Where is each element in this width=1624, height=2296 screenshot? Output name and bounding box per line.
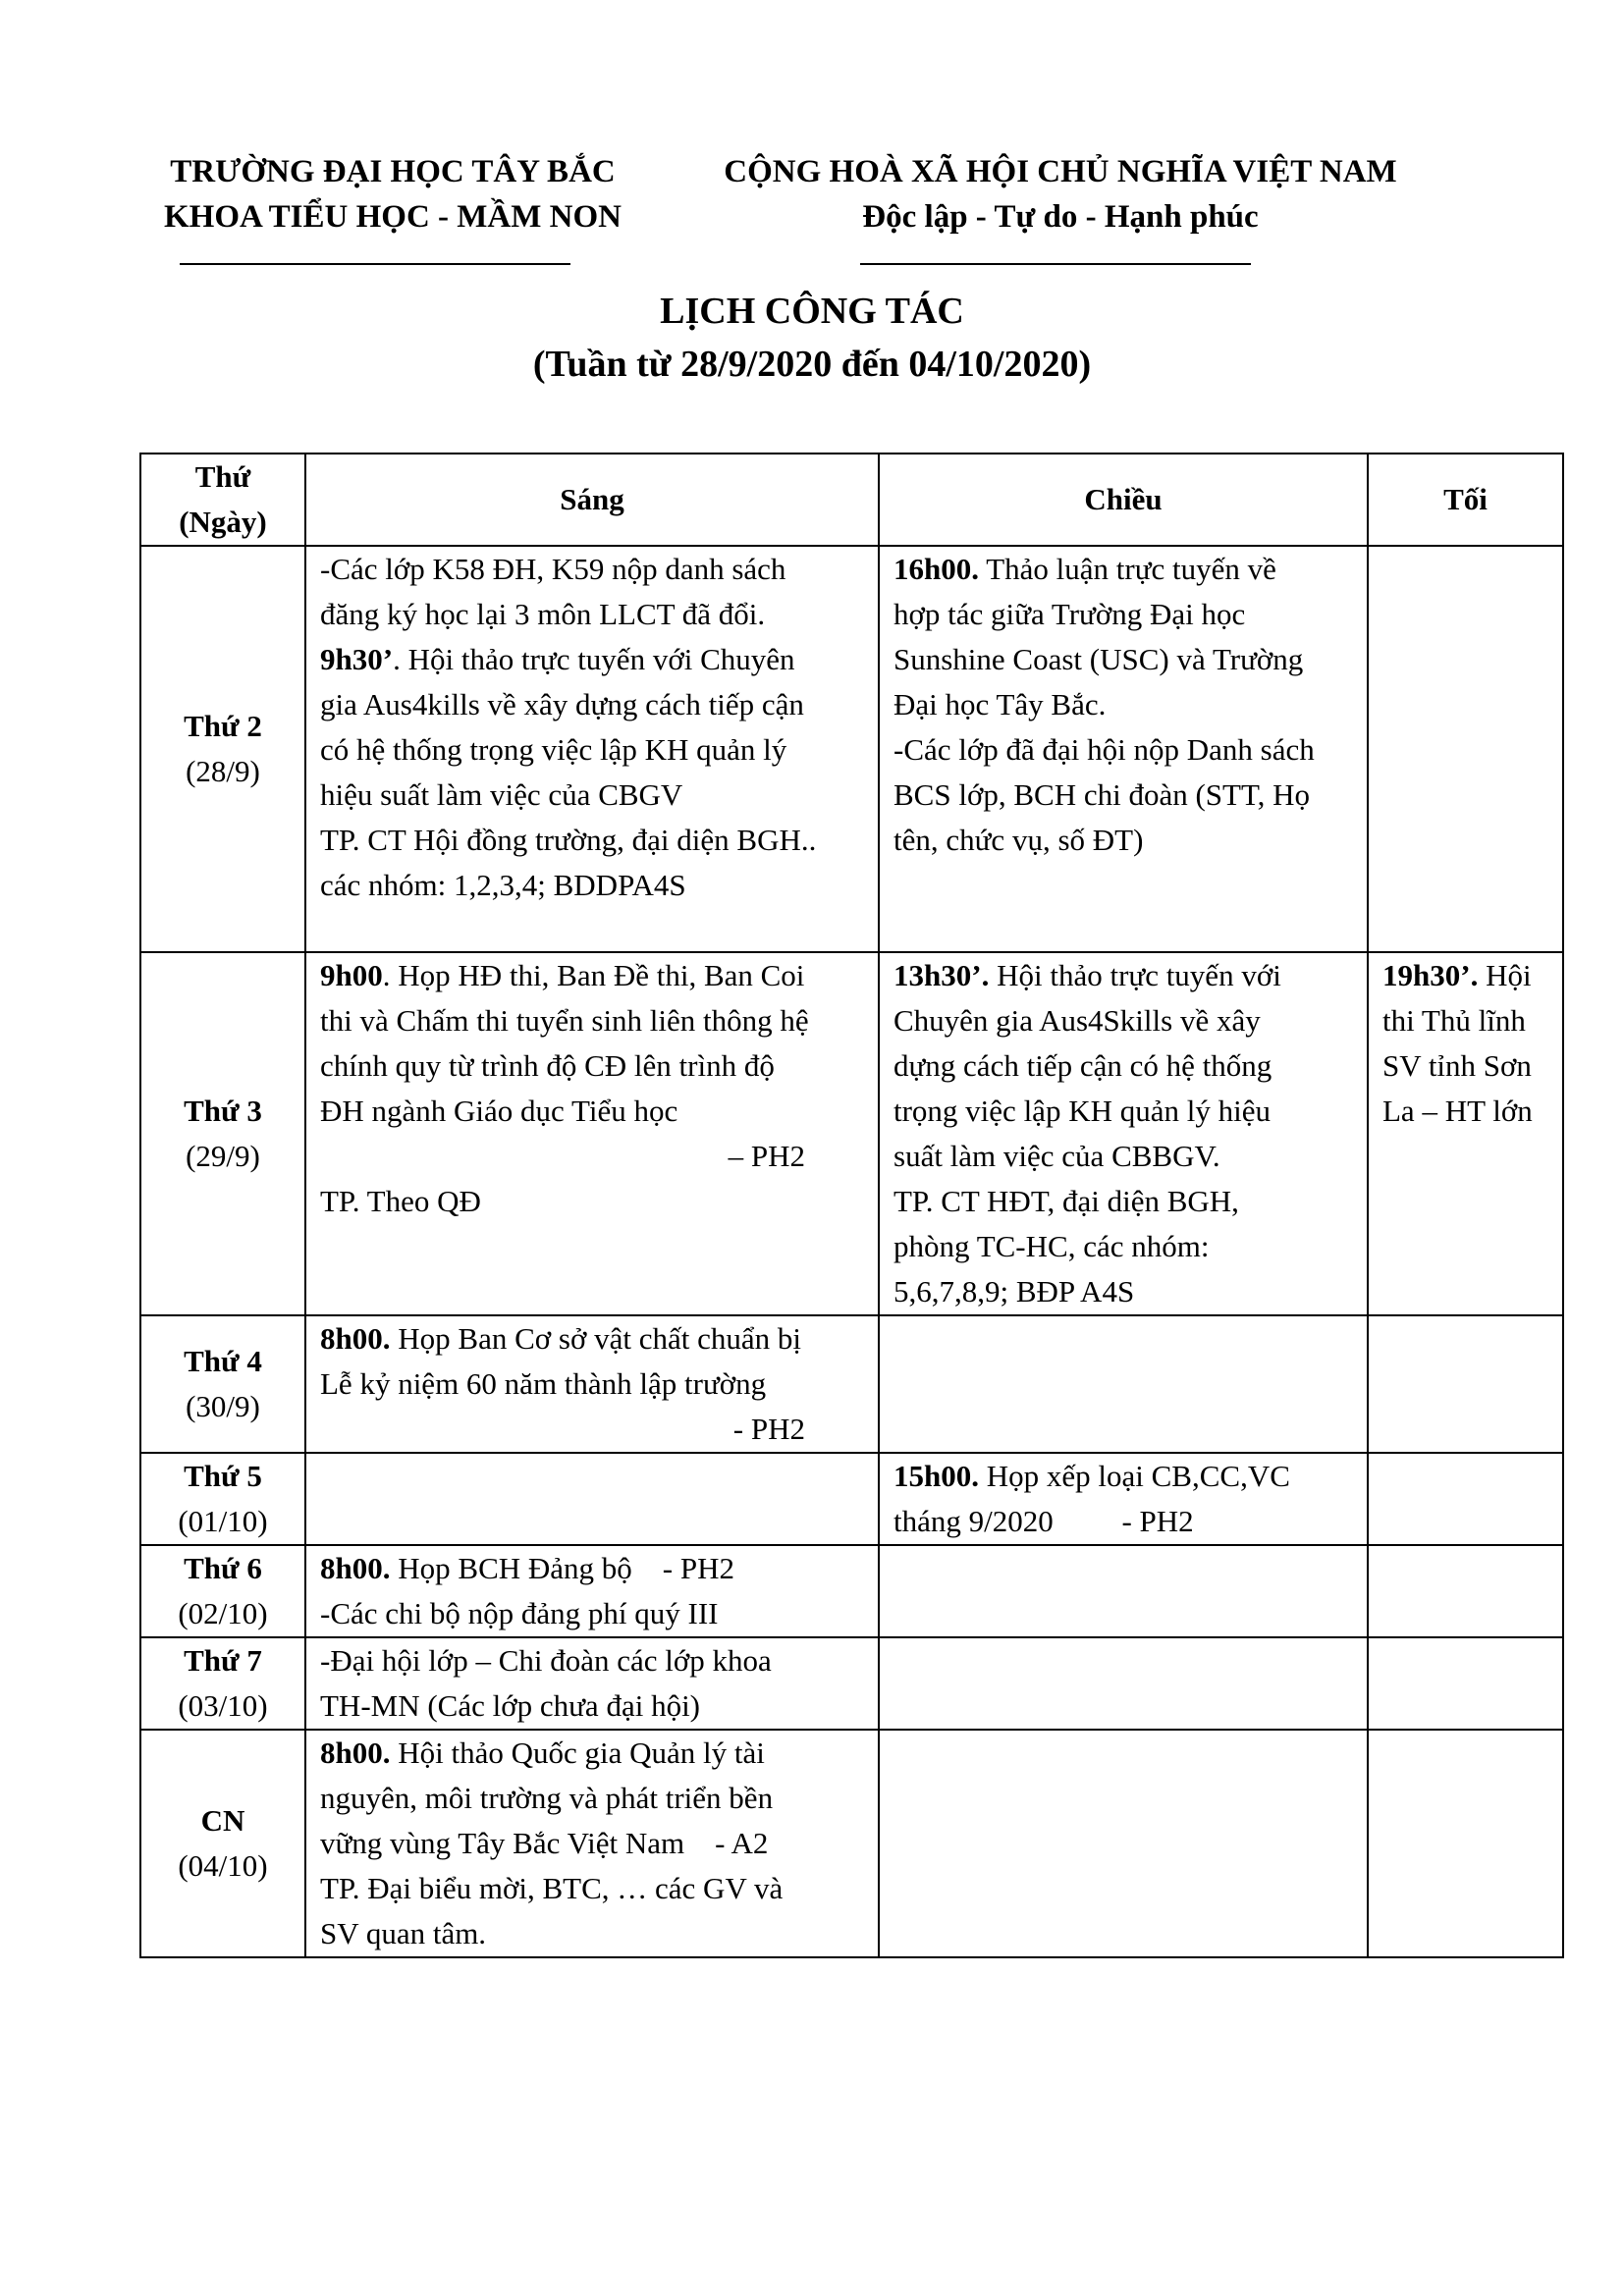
day-cell xyxy=(140,1545,305,1637)
cell-line: 8h00. Họp BCH Đảng bộ - PH2 xyxy=(320,1551,734,1585)
time-label: 9h30’ xyxy=(320,642,394,676)
day-cell xyxy=(140,1315,305,1453)
cell-line: Chuyên gia Aus4Skills về xây xyxy=(893,1003,1261,1038)
morning-cell xyxy=(305,546,879,952)
cell-line: -Các chi bộ nộp đảng phí quý III xyxy=(320,1596,719,1630)
cell-line: SV quan tâm. xyxy=(320,1916,487,1950)
cell-line: hiệu suất làm việc của CBGV xyxy=(320,777,683,812)
cell-line: gia Aus4kills về xây dựng cách tiếp cận xyxy=(320,687,804,721)
afternoon-cell xyxy=(879,1453,1368,1545)
cell-line: SV tỉnh Sơn xyxy=(1382,1048,1532,1083)
cell-line: TP. CT HĐT, đại diện BGH, xyxy=(893,1184,1239,1218)
cell-line: Sunshine Coast (USC) và Trường xyxy=(893,642,1304,676)
column-header-evening: Tối xyxy=(1368,454,1563,546)
day-cell xyxy=(140,546,305,952)
page-subtitle: (Tuần từ 28/9/2020 đến 04/10/2020) xyxy=(532,344,1092,385)
cell-line: - PH2 xyxy=(732,1412,805,1446)
university-name: TRƯỜNG ĐẠI HỌC TÂY BẮC xyxy=(170,154,616,189)
schedule-body xyxy=(140,546,1563,1957)
afternoon-cell xyxy=(879,1315,1368,1453)
time-label: 9h00 xyxy=(320,958,383,992)
national-header xyxy=(677,149,1443,240)
day-date: (04/10) xyxy=(178,1848,268,1883)
morning-cell xyxy=(305,1315,879,1453)
evening-cell xyxy=(1368,1545,1563,1637)
cell-line: nguyên, môi trường và phát triển bền xyxy=(320,1781,774,1815)
day-date: (03/10) xyxy=(178,1688,268,1723)
afternoon-cell xyxy=(879,546,1368,952)
evening-cell xyxy=(1368,952,1563,1315)
table-row xyxy=(140,1453,1563,1545)
afternoon-cell xyxy=(879,1545,1368,1637)
table-row xyxy=(140,1545,1563,1637)
column-header-day: Thứ (Ngày) xyxy=(140,454,305,546)
afternoon-cell xyxy=(879,1637,1368,1730)
schedule-table xyxy=(139,453,1564,1958)
cell-line: vững vùng Tây Bắc Việt Nam - A2 xyxy=(320,1826,769,1860)
day-name: Thứ 5 xyxy=(184,1459,262,1493)
time-label: 8h00. xyxy=(320,1551,391,1585)
cell-line: 13h30’. Hội thảo trực tuyến với xyxy=(893,958,1281,992)
cell-line: phòng TC-HC, các nhóm: xyxy=(893,1229,1210,1263)
evening-cell xyxy=(1368,1453,1563,1545)
time-label: 16h00. xyxy=(893,552,979,586)
day-date: (02/10) xyxy=(178,1596,268,1630)
cell-line: -Các lớp K58 ĐH, K59 nộp danh sách xyxy=(320,552,786,586)
time-label: 19h30’. xyxy=(1382,958,1479,992)
cell-line: 5,6,7,8,9; BĐP A4S xyxy=(893,1274,1135,1308)
country-name: CỘNG HOÀ XÃ HỘI CHỦ NGHĨA VIỆT NAM xyxy=(724,154,1397,189)
morning-cell xyxy=(305,952,879,1315)
cell-line: ĐH ngành Giáo dục Tiểu học xyxy=(320,1094,678,1128)
cell-line: TP. CT Hội đồng trường, đại diện BGH.. xyxy=(320,823,817,857)
column-header-morning: Sáng xyxy=(305,454,879,546)
table-row xyxy=(140,1315,1563,1453)
page-title: LỊCH CÔNG TÁC xyxy=(660,291,964,332)
faculty-name: KHOA TIỂU HỌC - MẦM NON xyxy=(164,199,622,235)
cell-line: BCS lớp, BCH chi đoàn (STT, Họ xyxy=(893,777,1310,812)
morning-cell xyxy=(305,1637,879,1730)
right-divider xyxy=(860,263,1251,265)
cell-line: 19h30’. Hội xyxy=(1382,958,1532,992)
cell-line: đăng ký học lại 3 môn LLCT đã đổi. xyxy=(320,597,766,631)
cell-line: tháng 9/2020 - PH2 xyxy=(893,1504,1194,1538)
afternoon-cell xyxy=(879,1730,1368,1957)
cell-line: -Đại hội lớp – Chi đoàn các lớp khoa xyxy=(320,1643,772,1678)
cell-line: La – HT lớn xyxy=(1382,1094,1533,1128)
evening-cell xyxy=(1368,1315,1563,1453)
cell-line: 16h00. Thảo luận trực tuyến về xyxy=(893,552,1276,586)
day-name: Thứ 3 xyxy=(184,1094,262,1128)
evening-cell xyxy=(1368,1730,1563,1957)
morning-cell xyxy=(305,1545,879,1637)
cell-line: trọng việc lập KH quản lý hiệu xyxy=(893,1094,1271,1128)
day-name: CN xyxy=(200,1803,245,1838)
table-header-row xyxy=(140,454,1563,546)
cell-line: thi Thủ lĩnh xyxy=(1382,1003,1526,1038)
cell-line: – PH2 xyxy=(728,1139,805,1173)
morning-cell xyxy=(305,1453,879,1545)
institution-header xyxy=(128,149,658,240)
column-header-afternoon: Chiều xyxy=(879,454,1368,546)
cell-line: suất làm việc của CBBGV. xyxy=(893,1139,1220,1173)
day-name: Thứ 2 xyxy=(184,709,262,743)
cell-line: 8h00. Hội thảo Quốc gia Quản lý tài xyxy=(320,1735,765,1770)
left-divider xyxy=(180,263,570,265)
day-cell xyxy=(140,952,305,1315)
cell-line: 8h00. Họp Ban Cơ sở vật chất chuẩn bị xyxy=(320,1321,801,1356)
day-date: (29/9) xyxy=(186,1139,260,1173)
cell-line: -Các lớp đã đại hội nộp Danh sách xyxy=(893,732,1315,767)
cell-line: dựng cách tiếp cận có hệ thống xyxy=(893,1048,1272,1083)
afternoon-cell xyxy=(879,952,1368,1315)
day-name: Thứ 4 xyxy=(184,1344,262,1378)
cell-line: hợp tác giữa Trường Đại học xyxy=(893,597,1246,631)
day-date: (28/9) xyxy=(186,754,260,788)
day-cell xyxy=(140,1453,305,1545)
table-row xyxy=(140,546,1563,952)
cell-line: 15h00. Họp xếp loại CB,CC,VC xyxy=(893,1459,1290,1493)
cell-line: các nhóm: 1,2,3,4; BDDPA4S xyxy=(320,868,686,902)
cell-line: thi và Chấm thi tuyển sinh liên thông hệ xyxy=(320,1003,809,1038)
cell-line: chính quy từ trình độ CĐ lên trình độ xyxy=(320,1048,775,1083)
table-row xyxy=(140,1637,1563,1730)
national-motto: Độc lập - Tự do - Hạnh phúc xyxy=(862,199,1259,235)
cell-line: TP. Theo QĐ xyxy=(320,1184,481,1218)
cell-line: TH-MN (Các lớp chưa đại hội) xyxy=(320,1688,701,1723)
cell-line: 9h30’. Hội thảo trực tuyến với Chuyên xyxy=(320,642,795,676)
cell-line: 9h00. Họp HĐ thi, Ban Đề thi, Ban Coi xyxy=(320,958,805,992)
time-label: 8h00. xyxy=(320,1321,391,1356)
cell-line: Lễ kỷ niệm 60 năm thành lập trường xyxy=(320,1366,767,1401)
time-label: 15h00. xyxy=(893,1459,979,1493)
time-label: 8h00. xyxy=(320,1735,391,1770)
day-cell xyxy=(140,1637,305,1730)
table-row xyxy=(140,1730,1563,1957)
day-date: (30/9) xyxy=(186,1389,260,1423)
evening-cell xyxy=(1368,1637,1563,1730)
cell-line: có hệ thống trọng việc lập KH quản lý xyxy=(320,732,787,767)
day-name: Thứ 7 xyxy=(184,1643,262,1678)
evening-cell xyxy=(1368,546,1563,952)
table-row xyxy=(140,952,1563,1315)
cell-line: tên, chức vụ, số ĐT) xyxy=(893,823,1144,857)
cell-line: TP. Đại biểu mời, BTC, … các GV và xyxy=(320,1871,784,1905)
day-cell xyxy=(140,1730,305,1957)
day-date: (01/10) xyxy=(178,1504,268,1538)
cell-line: Đại học Tây Bắc. xyxy=(893,687,1107,721)
day-name: Thứ 6 xyxy=(184,1551,262,1585)
time-label: 13h30’. xyxy=(893,958,990,992)
morning-cell xyxy=(305,1730,879,1957)
